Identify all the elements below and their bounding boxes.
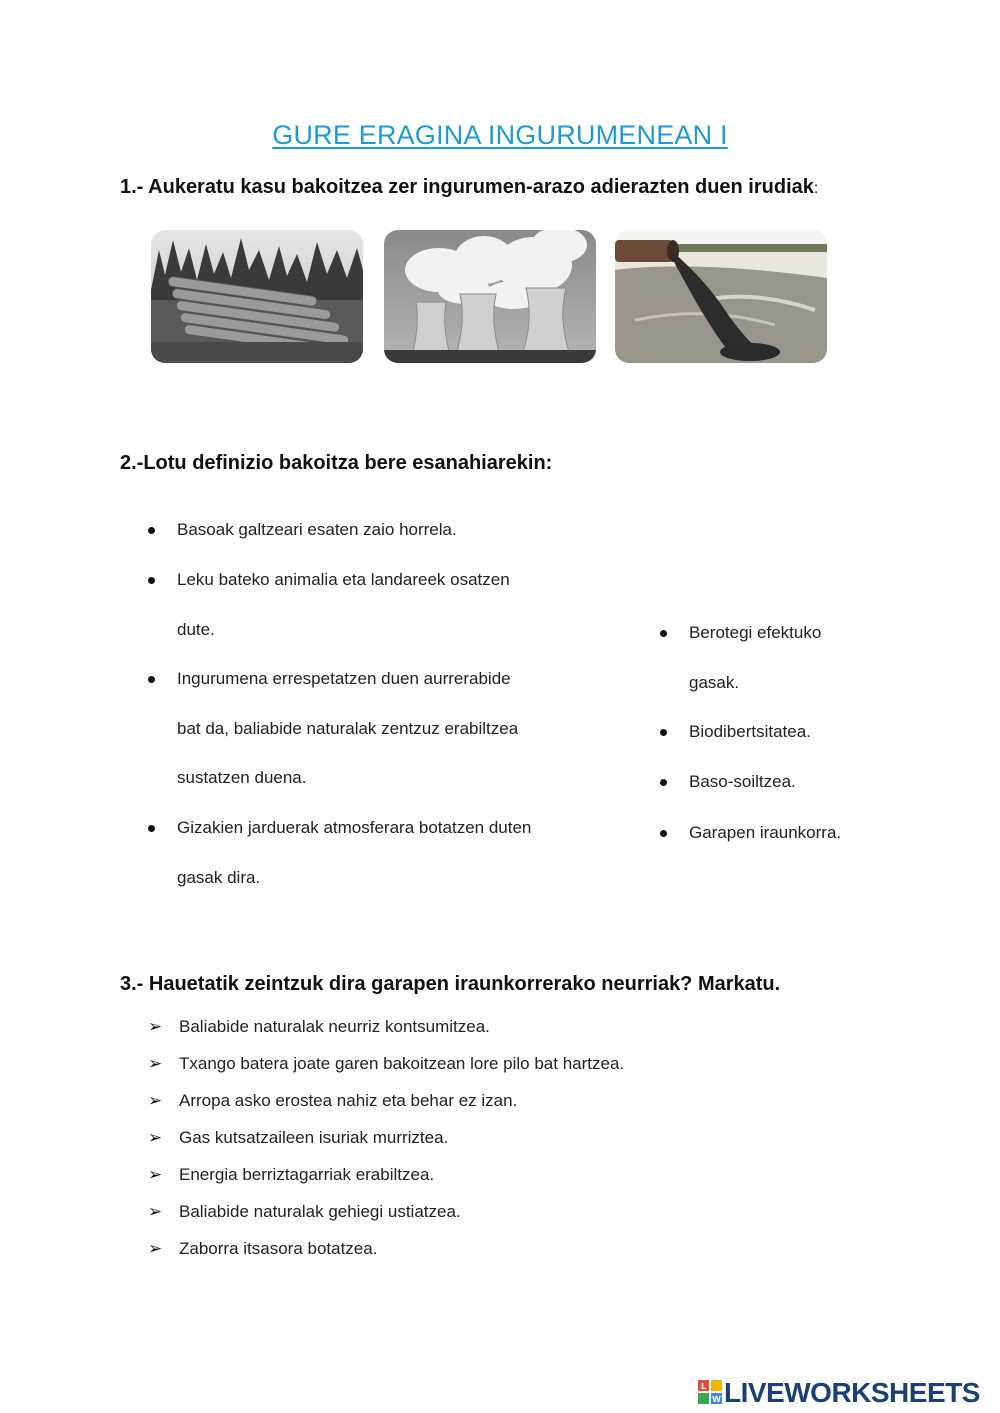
measure-option-2[interactable]: Txango batera joate garen bakoitzean lore pilo bat hartzea.	[179, 1054, 625, 1073]
arrow-bullet-7: ➢	[148, 1239, 163, 1258]
definition-3-line-3: sustatzen duena.	[177, 768, 307, 787]
measure-option-1[interactable]: Baliabide naturalak neurriz kontsumitzea.	[179, 1017, 490, 1036]
definition-3-line-1: Ingurumena errespetatzen duen aurrerabide	[177, 669, 511, 688]
water-pollution-image	[615, 230, 827, 363]
bullet-left-1	[148, 527, 155, 534]
liveworksheets-logo-icon	[698, 1380, 722, 1404]
bullet-left-3	[148, 676, 155, 683]
bullet-right-1	[660, 630, 667, 637]
definition-4-line-1: Gizakien jarduerak atmosferara botatzen duten	[177, 818, 532, 837]
definition-4-line-2: gasak dira.	[177, 868, 261, 887]
power-plant-image	[384, 230, 596, 363]
bullet-right-2	[660, 729, 667, 736]
measure-option-4[interactable]: Gas kutsatzaileen isuriak murriztea.	[179, 1128, 449, 1147]
bullet-left-2	[148, 577, 155, 584]
term-4: Garapen iraunkorra.	[689, 823, 842, 842]
bullet-right-3	[660, 779, 667, 786]
term-3: Baso-soiltzea.	[689, 772, 796, 791]
bullet-right-4	[660, 830, 667, 837]
arrow-bullet-5: ➢	[148, 1165, 163, 1184]
measure-option-5[interactable]: Energia berriztagarriak erabiltzea.	[179, 1165, 435, 1184]
definition-2-line-2: dute.	[177, 620, 215, 639]
question-1-text: 1.- Aukeratu kasu bakoitzea zer ingurumen-arazo adierazten duen irudiak	[120, 176, 814, 198]
definition-1-line-1: Basoak galtzeari esaten zaio horrela.	[177, 520, 457, 539]
worksheet-title: GURE ERAGINA INGURUMENEAN I	[272, 120, 728, 150]
measure-option-3[interactable]: Arropa asko erostea nahiz eta behar ez izan.	[179, 1091, 518, 1110]
liveworksheets-logo-text: LIVEWORKSHEETS	[724, 1377, 980, 1408]
question-1	[120, 176, 818, 199]
deforestation-image	[151, 230, 363, 363]
term-1-line-2: gasak.	[689, 673, 740, 692]
definition-3-line-2: bat da, baliabide naturalak zentzuz erabiltzea	[177, 719, 519, 738]
question-2: 2.-Lotu definizio bakoitza bere esanahiarekin:	[120, 452, 553, 474]
arrow-bullet-4: ➢	[148, 1128, 163, 1147]
arrow-bullet-3: ➢	[148, 1091, 163, 1110]
term-2: Biodibertsitatea.	[689, 722, 811, 741]
definition-2-line-1: Leku bateko animalia eta landareek osatzen	[177, 570, 510, 589]
term-1-line-1: Berotegi efektuko	[689, 623, 822, 642]
svg-text:L: L	[700, 1382, 707, 1391]
measure-option-7[interactable]: Zaborra itsasora botatzea.	[179, 1239, 378, 1258]
measure-option-6[interactable]: Baliabide naturalak gehiegi ustiatzea.	[179, 1202, 461, 1221]
arrow-bullet-1: ➢	[148, 1017, 163, 1036]
question-1-colon: :	[813, 180, 819, 197]
arrow-bullet-2: ➢	[148, 1054, 163, 1073]
bullet-left-4	[148, 825, 155, 832]
arrow-bullet-6: ➢	[148, 1202, 163, 1221]
question-3: 3.- Hauetatik zeintzuk dira garapen iraunkorrerako neurriak? Markatu.	[120, 973, 781, 995]
svg-text:W: W	[712, 1395, 721, 1404]
